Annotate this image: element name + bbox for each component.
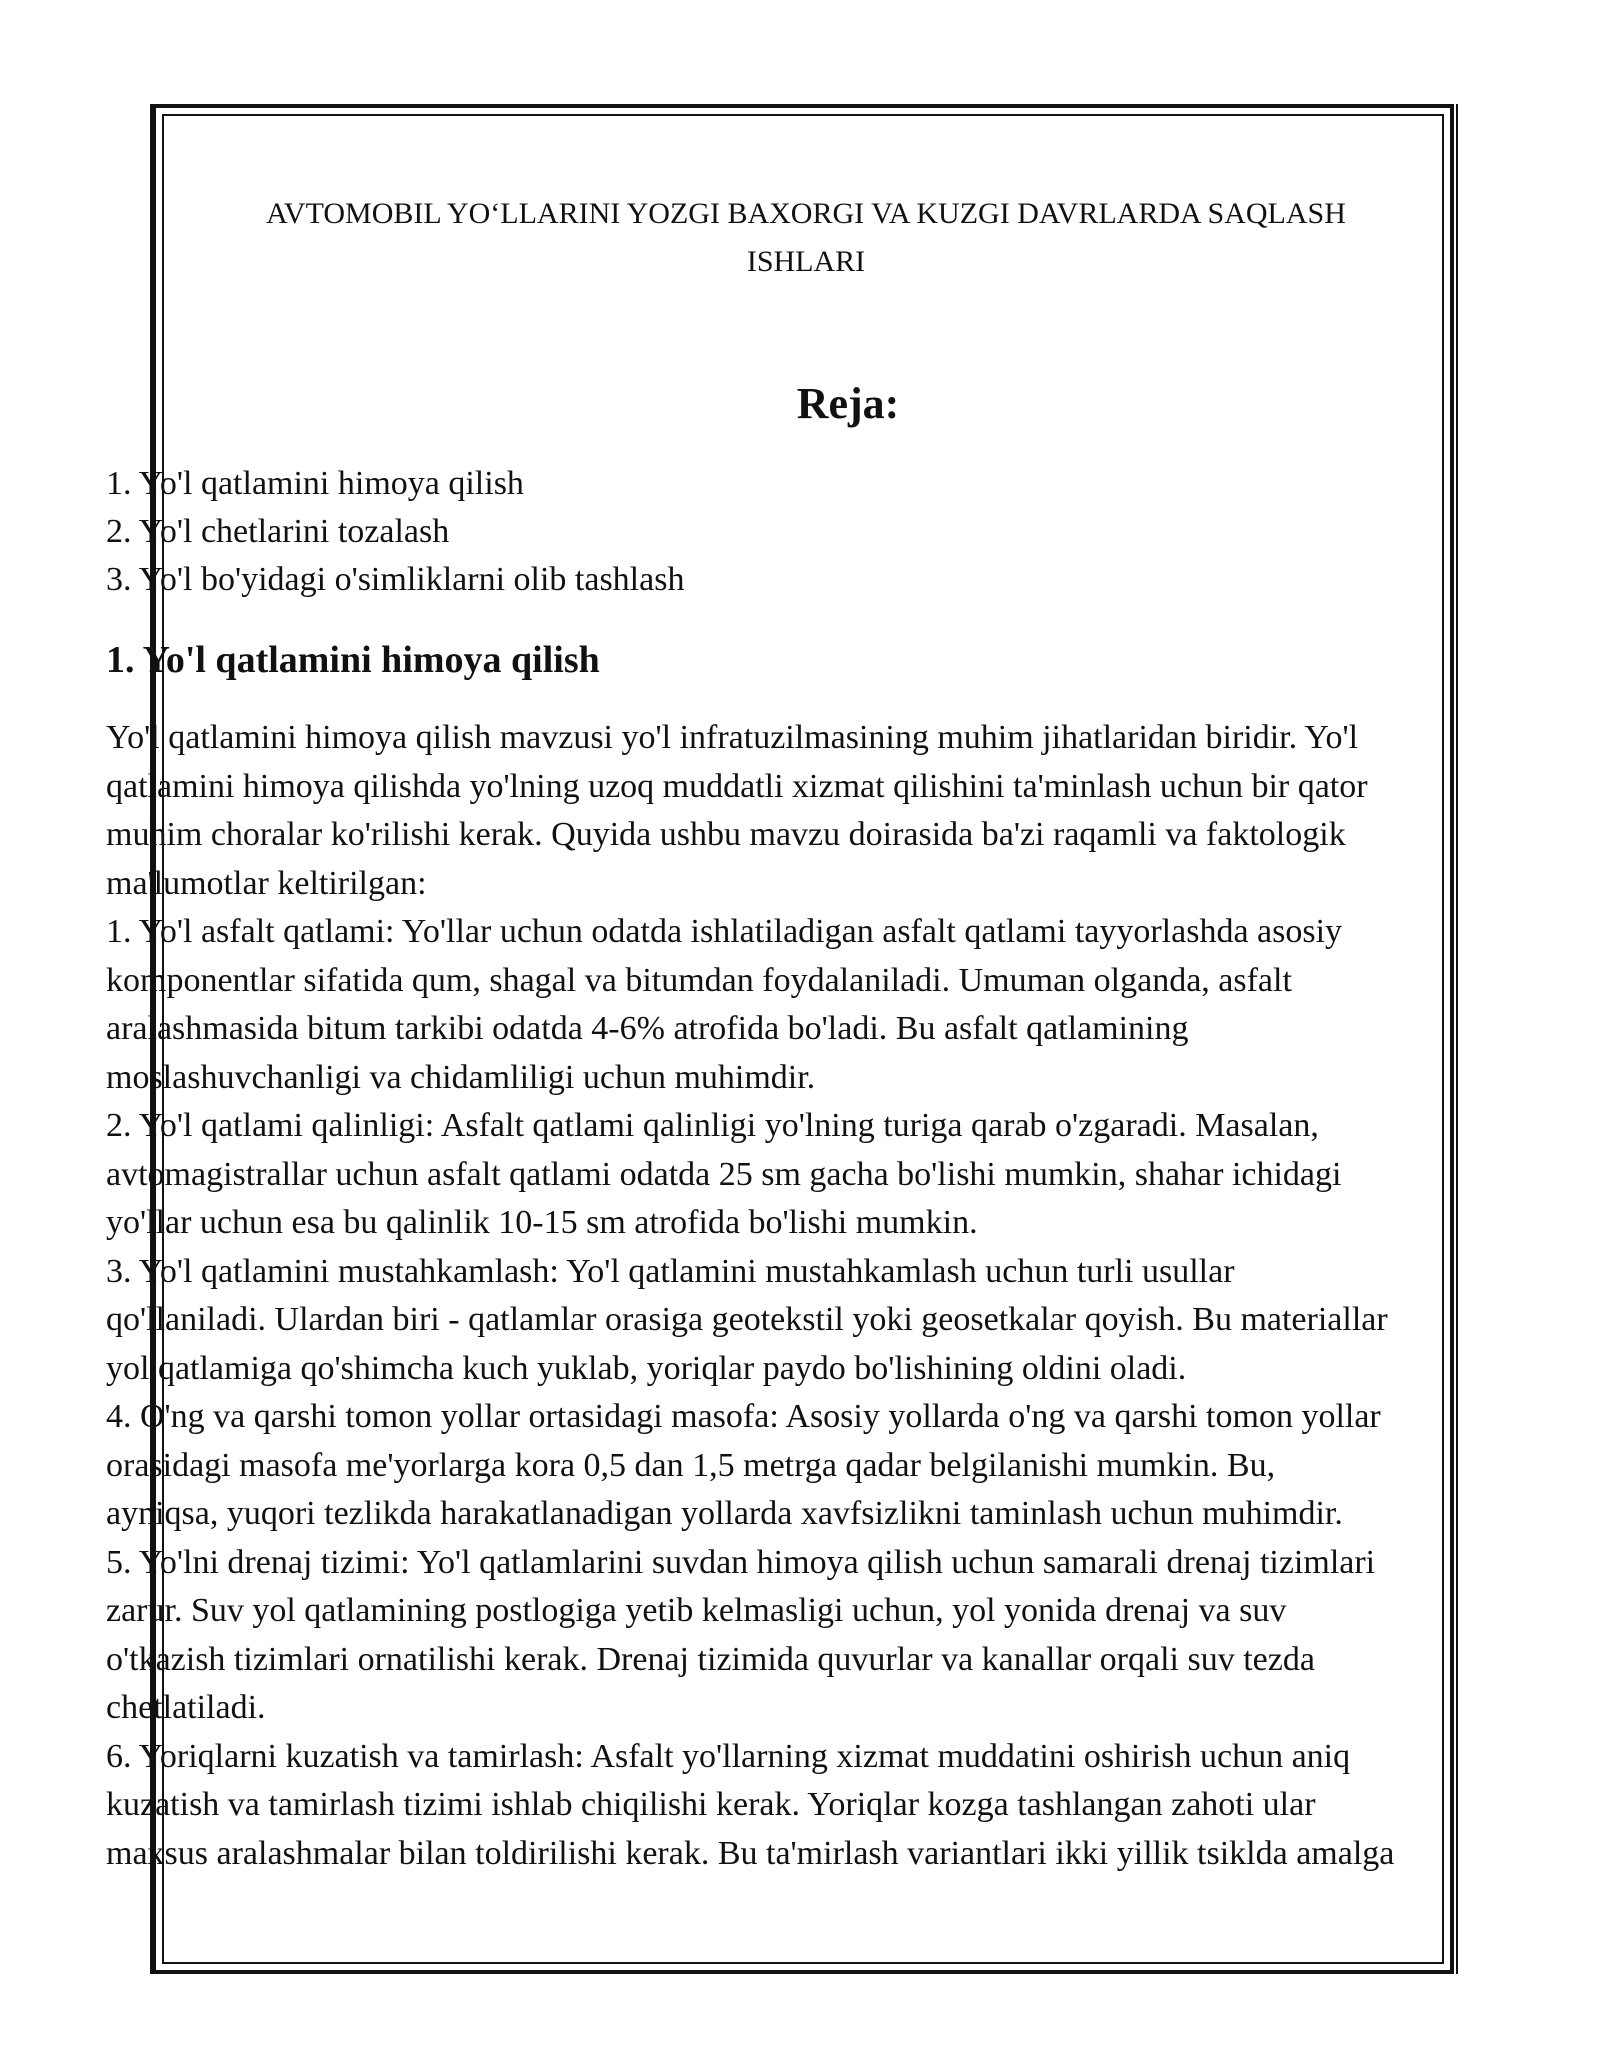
body-line: qatlamini himoya qilishda yo'lning uzoq muddatli xizmat qilishini ta'minlash uchun bir qator — [106, 767, 1368, 805]
body-line: ma'lumotlar keltirilgan: — [106, 864, 427, 902]
body-line: 2. Yo'l qatlami qalinligi: Asfalt qatlami qalinligi yo'lning turiga qarab o'zgaradi. Masalan, — [106, 1107, 1319, 1144]
document-title — [106, 190, 1506, 286]
body-line: o'tkazish tizimlari ornatilishi kerak. Drenaj tizimida quvurlar va kanallar orqali suv tezda — [106, 1640, 1315, 1678]
document-title-line-1: AVTOMOBIL YO‘LLARINI YOZGI BAXORGI VA KUZGI DAVRLARDA SAQLASH — [266, 197, 1346, 230]
body-line: aralashmasida bitum tarkibi odatda 4-6% atrofida bo'ladi. Bu asfalt qatlamining — [106, 1010, 1189, 1047]
document-content — [106, 190, 1506, 1878]
body-line: yo'llar uchun esa bu qalinlik 10-15 sm atrofida bo'lishi mumkin. — [106, 1204, 978, 1241]
body-line: 3. Yo'l qatlamini mustahkamlash: Yo'l qatlamini mustahkamlash uchun turli usullar — [106, 1252, 1235, 1290]
body-line: ayniqsa, yuqori tezlikda harakatlanadigan yollarda xavfsizlikni taminlash uchun muhimdir. — [106, 1495, 1343, 1532]
body-line: 4. O'ng va qarshi tomon yollar ortasidagi masofa: Asosiy yollarda o'ng va qarshi tomon yollar — [106, 1398, 1381, 1435]
plan-heading: Reja: — [796, 379, 900, 428]
body-line: 1. Yo'l asfalt qatlami: Yo'llar uchun odatda ishlatiladigan asfalt qatlami tayyorlashda asosiy — [106, 913, 1343, 950]
body-line: zarur. Suv yol qatlamining postlogiga yetib kelmasligi uchun, yol yonida drenaj va suv — [106, 1592, 1287, 1629]
body-line: orasidagi masofa me'yorlarga kora 0,5 dan 1,5 metrga qadar belgilanishi mumkin. Bu, — [106, 1446, 1276, 1484]
body-line: maxsus aralashmalar bilan toldirilishi kerak. Bu ta'mirlash variantlari ikki yillik tsiklda amalga — [106, 1834, 1395, 1872]
plan-item: 3. Yo'l bo'yidagi o'simliklarni olib tashlash — [106, 561, 685, 598]
body-line: kuzatish va tamirlash tizimi ishlab chiqilishi kerak. Yoriqlar kozga tashlangan zahoti ular — [106, 1786, 1316, 1823]
plan-list — [106, 460, 1506, 604]
body-line: chetlatiladi. — [106, 1689, 266, 1726]
body-line: muhim choralar ko'rilishi kerak. Quyida ushbu mavzu doirasida ba'zi raqamli va faktologik — [106, 816, 1346, 853]
body-line: avtomagistrallar uchun asfalt qatlami odatda 25 sm gacha bo'lishi mumkin, shahar ichidagi — [106, 1155, 1342, 1193]
body-line: Yo'l qatlamini himoya qilish mavzusi yo'l infratuzilmasining muhim jihatlaridan biridir. Yo'l — [106, 719, 1359, 756]
body-line: komponentlar sifatida qum, shagal va bitumdan foydalaniladi. Umuman olganda, asfalt — [106, 961, 1292, 999]
plan-item: 1. Yo'l qatlamini himoya qilish — [106, 465, 524, 502]
body-line: 6. Yoriqlarni kuzatish va tamirlash: Asfalt yo'llarning xizmat muddatini oshirish uchun aniq — [106, 1737, 1351, 1775]
body-line: 5. Yo'lni drenaj tizimi: Yo'l qatlamlarini suvdan himoya qilish uchun samarali drenaj tizimlari — [106, 1543, 1376, 1581]
body-text — [106, 714, 1506, 1878]
document-title-line-2: ISHLARI — [746, 245, 866, 278]
body-line: moslashuvchanligi va chidamliligi uchun muhimdir. — [106, 1058, 816, 1096]
section-heading: 1. Yo'l qatlamini himoya qilish — [106, 639, 600, 681]
body-line: qo'llaniladi. Ulardan biri - qatlamlar orasiga geotekstil yoki geosetkalar qoyish. Bu materiallar — [106, 1301, 1388, 1338]
body-line: yol qatlamiga qo'shimcha kuch yuklab, yoriqlar paydo bo'lishining oldini oladi. — [106, 1349, 1187, 1387]
plan-item: 2. Yo'l chetlarini tozalash — [106, 513, 450, 550]
